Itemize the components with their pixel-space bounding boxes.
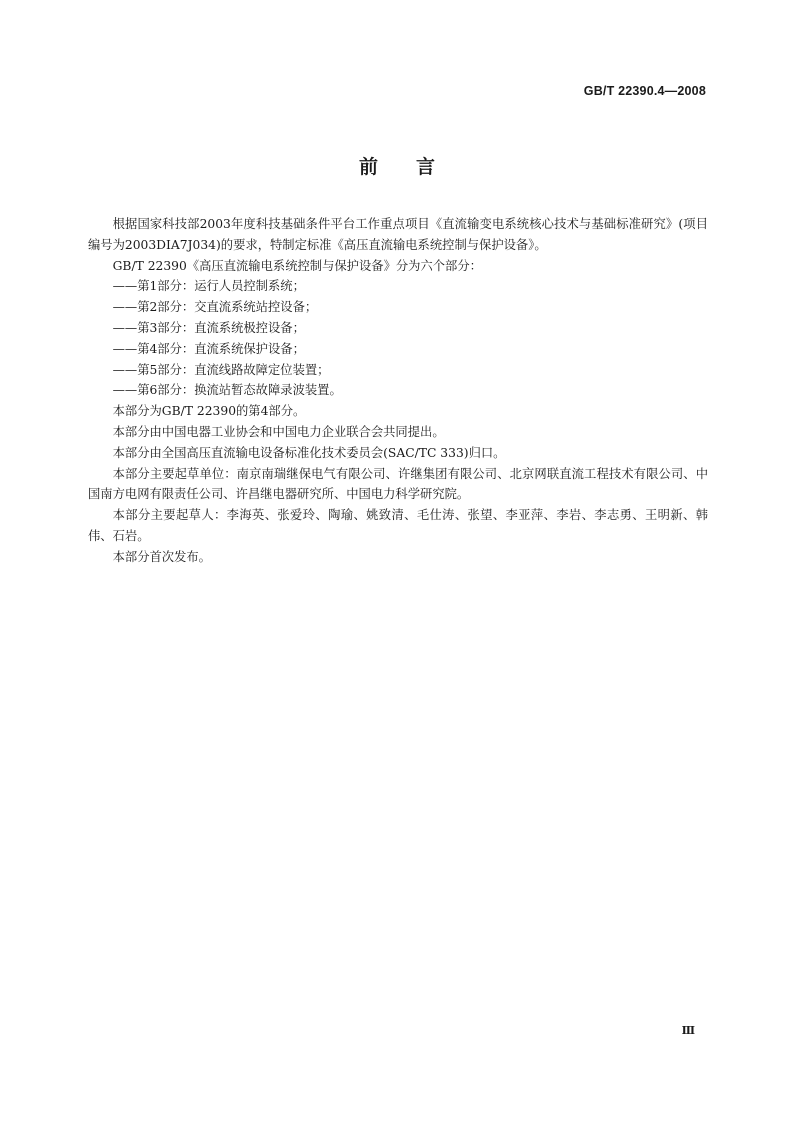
list-item-part-2: ——第2部分：交直流系统站控设备； [112,300,318,315]
foreword-body [88,214,708,568]
paragraph-this-part: 本部分为GB/T 22390的第4部分。 [112,404,306,419]
paragraph-drafters: 本部分主要起草人：李海英、张爱玲、陶瑜、姚致清、毛仕涛、张望、李亚萍、李岩、李志勇、王明新、韩伟、石岩。 [88,508,708,543]
paragraph-centralized-by: 本部分由全国高压直流输电设备标准化技术委员会(SAC/TC 333)归口。 [112,445,506,460]
paragraph-first-release: 本部分首次发布。 [112,549,211,564]
paragraph-project-basis: 根据国家科技部2003年度科技基础条件平台工作重点项目《直流输变电系统核心技术与基础标准研究》(项目编号为2003DIA7J034)的要求，特制定标准《高压直流输电系统控制与保护设备》。 [88,217,708,252]
list-item-part-5: ——第5部分：直流线路故障定位装置； [112,362,330,377]
list-item-part-4: ——第4部分：直流系统保护设备； [112,341,305,356]
list-item-part-1: ——第1部分：运行人员控制系统； [112,279,305,294]
page-number: Ⅲ [681,1024,695,1037]
page-title: 前言 [358,156,473,178]
paragraph-parts-intro: GB/T 22390《高压直流输电系统控制与保护设备》分为六个部分： [112,258,482,273]
paragraph-proposed-by: 本部分由中国电器工业协会和中国电力企业联合会共同提出。 [112,424,445,439]
list-item-part-6: ——第6部分：换流站暂态故障录波装置。 [112,383,342,398]
standard-code: GB/T 22390.4—2008 [583,84,706,98]
paragraph-drafting-units: 本部分主要起草单位：南京南瑞继保电气有限公司、许继集团有限公司、北京网联直流工程技术有限公司、中国南方电网有限责任公司、许昌继电器研究所、中国电力科学研究院。 [88,466,708,502]
list-item-part-3: ——第3部分：直流系统极控设备； [112,320,305,335]
